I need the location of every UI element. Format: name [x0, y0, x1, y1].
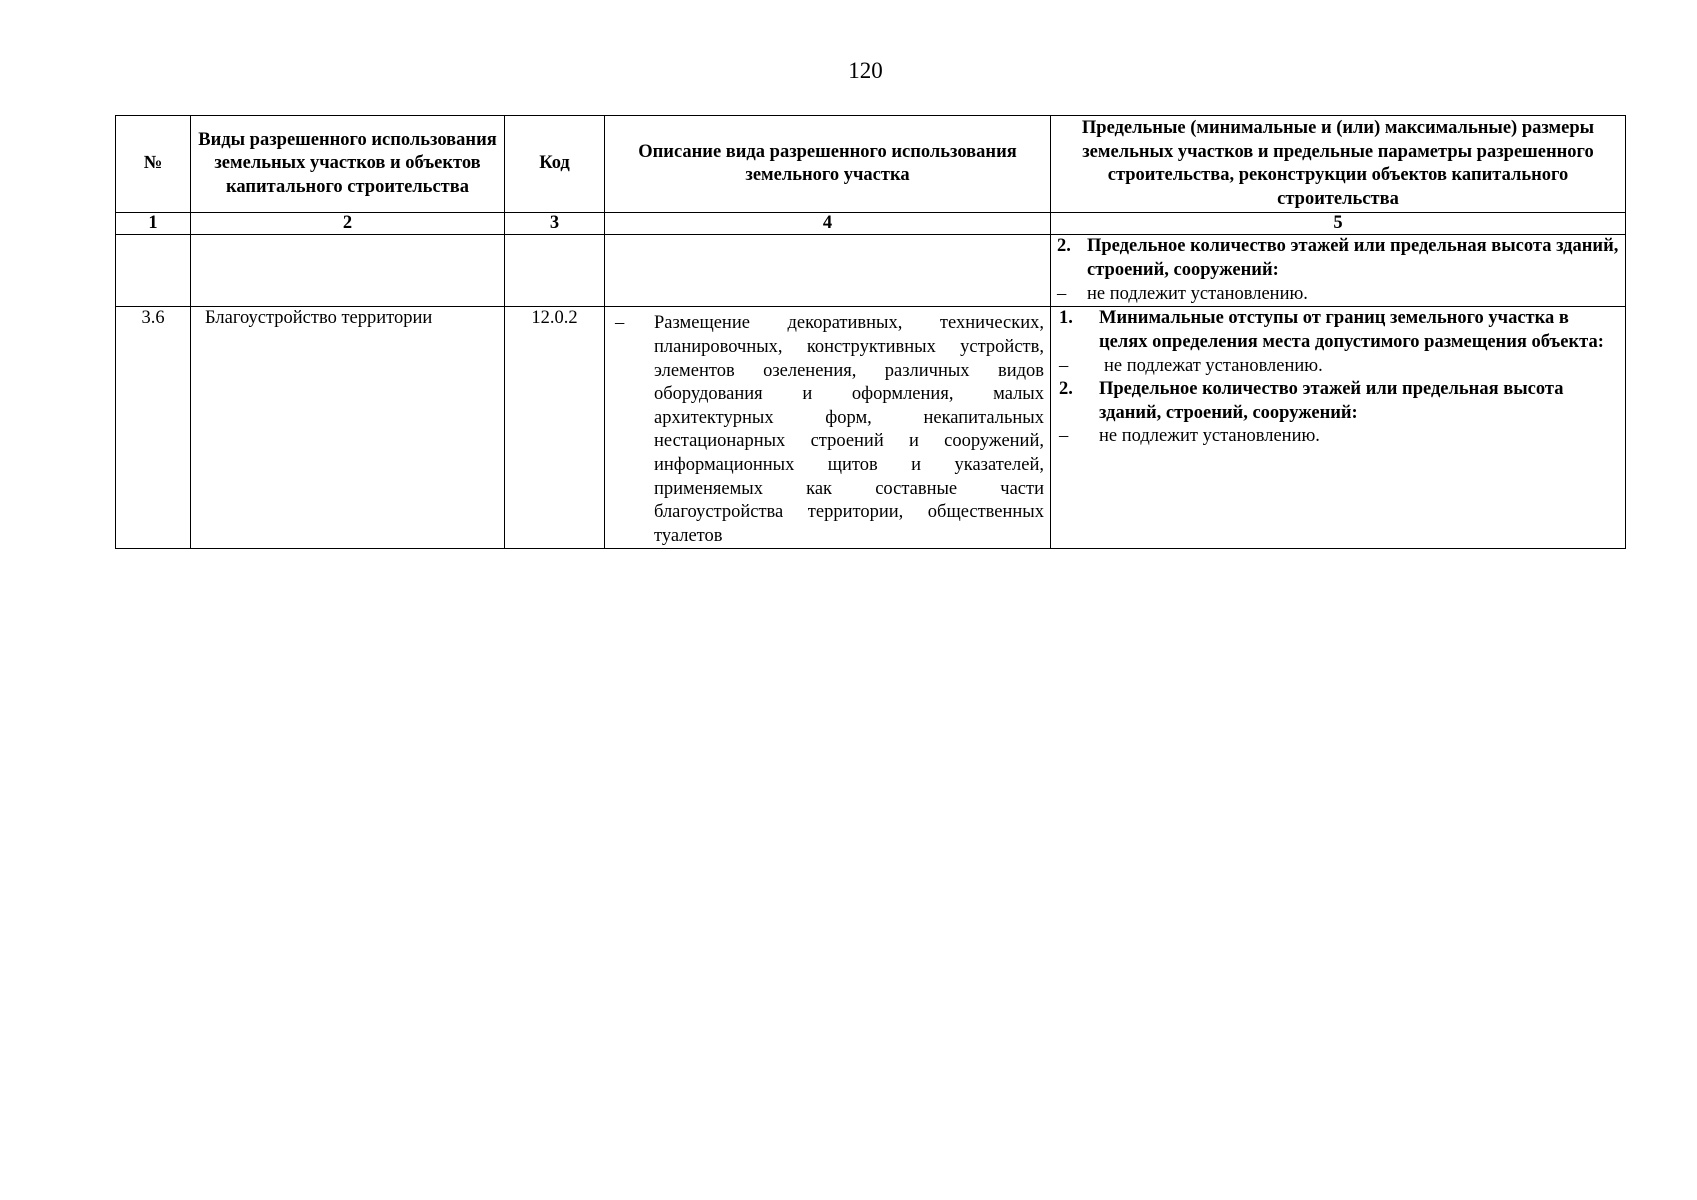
dash-marker: –: [1059, 355, 1069, 376]
param-value: [1059, 425, 1619, 449]
dash-marker: –: [615, 313, 625, 334]
header-description: Описание вида разрешенного использования земельного участка: [605, 116, 1051, 213]
column-number: 3: [505, 213, 605, 235]
param-value-text: не подлежит установлению.: [1087, 283, 1308, 304]
column-number: 5: [1051, 213, 1626, 235]
header-limits: Предельные (минимальные и (или) максимальные) размеры земельных участков и предельные параметры разрешенного строительства, реконструкции объектов капитального строительства: [1051, 116, 1626, 213]
header-code: Код: [505, 116, 605, 213]
description-item: [615, 312, 1044, 548]
param-heading: [1059, 378, 1619, 425]
row-continuation-code: [505, 235, 605, 307]
row-continuation-description: [605, 235, 1051, 307]
table-row: [116, 307, 1626, 549]
table-row: [116, 235, 1626, 307]
row-params: [1051, 307, 1626, 549]
dash-marker: –: [1057, 283, 1067, 304]
row-continuation-type: [191, 235, 505, 307]
param-marker: 1.: [1059, 308, 1073, 329]
param-heading-text: Предельное количество этажей или предельная высота зданий, строений, сооружений:: [1087, 236, 1619, 280]
description-text: Размещение декоративных, технических, планировочных, конструктивных устройств, элементов озеленения, различных видов оборудования и оформления, малых архитектурных форм, некапитальных нестационарных строений и сооружений, информационных щитов и указателей, применяемых как составные части благоустройства территории, общественных туалетов: [654, 313, 1044, 546]
column-number: 1: [116, 213, 191, 235]
row-code: 12.0.2: [505, 307, 605, 549]
table-header-row: [116, 116, 1626, 213]
row-continuation-num: [116, 235, 191, 307]
column-number: 4: [605, 213, 1051, 235]
param-marker: 2.: [1059, 379, 1073, 400]
permitted-use-table: [115, 115, 1626, 549]
param-heading-text: Предельное количество этажей или предельная высота зданий, строений, сооружений:: [1099, 379, 1564, 423]
row-continuation-params: [1051, 235, 1626, 307]
header-num: №: [116, 116, 191, 213]
row-num: 3.6: [116, 307, 191, 549]
param-value-text: не подлежат установлению.: [1104, 355, 1323, 376]
param-heading: [1057, 235, 1619, 282]
param-value-text: не подлежит установлению.: [1099, 426, 1320, 447]
param-value: [1057, 283, 1619, 307]
column-number-row: [116, 213, 1626, 235]
dash-marker: –: [1059, 426, 1069, 447]
row-description: [605, 307, 1051, 549]
page-number: 120: [848, 58, 883, 83]
param-heading: [1059, 307, 1619, 354]
param-value: [1059, 355, 1619, 379]
header-types: Виды разрешенного использования земельных участков и объектов капитального строительства: [191, 116, 505, 213]
param-heading-text: Минимальные отступы от границ земельного участка в целях определения места допустимого размещения объекта:: [1099, 308, 1604, 352]
param-marker: 2.: [1057, 236, 1071, 257]
row-type: Благоустройство территории: [191, 307, 505, 549]
column-number: 2: [191, 213, 505, 235]
